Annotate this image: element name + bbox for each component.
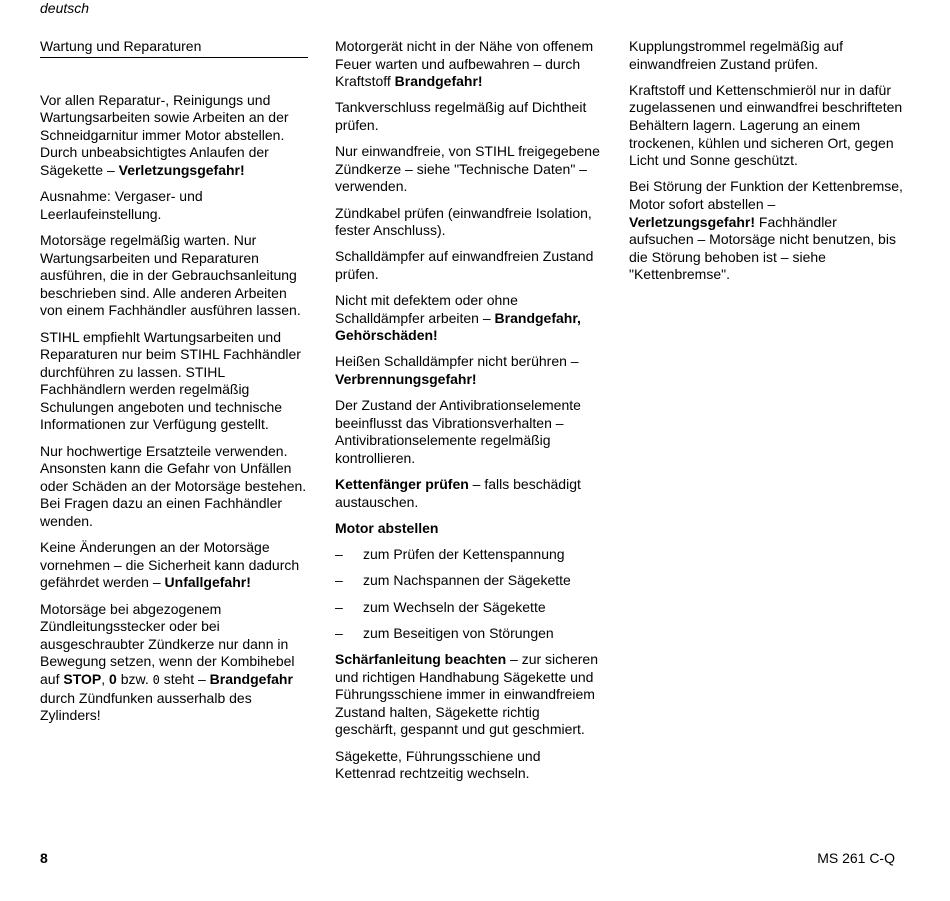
warning-text: Verletzungsgefahr! xyxy=(118,161,245,178)
text: Motorgerät nicht in der Nähe von offenem Feuer warten und aufbewahren – durch Kraftstoff xyxy=(335,38,594,90)
list-item xyxy=(335,625,603,643)
text: – zur sicheren und richtigen Handhabung Sägekette und Führungsschiene immer in einwandfreiem Zustand halten, Sägekette richtig geschärft, gespannt und gut geschmiert. xyxy=(335,650,598,738)
text: Nicht mit defektem oder ohne Schalldämpfer arbeiten – xyxy=(335,292,518,326)
paragraph-zuendleitungsstecker xyxy=(40,601,308,725)
paragraph-motor-abstellen xyxy=(40,92,308,180)
list-item xyxy=(335,572,603,590)
list-item-text: zum Nachspannen der Sägekette xyxy=(363,572,571,589)
text: Keine Änderungen an der Motorsäge vornehmen – die Sicherheit kann dadurch gefährdet werden – xyxy=(40,539,300,591)
list-item xyxy=(335,599,603,617)
dash-bullet: – xyxy=(335,546,343,563)
page-number: 8 xyxy=(40,850,48,866)
paragraph-kettenbremse xyxy=(629,178,904,284)
warning-text: Unfallgefahr! xyxy=(164,574,251,591)
paragraph-heisser-schalldaempfer xyxy=(335,353,603,388)
warning-text: Brandgefahr! xyxy=(394,73,483,90)
paragraph-kraftstoff: Kraftstoff und Kettenschmieröl nur in dafür zugelassenen und einwandfrei beschrifteten Behältern lagern. Lagerung an einem trockenen, kühlen und sicheren Ort, gegen Licht und Sonne geschützt. xyxy=(629,81,903,169)
paragraph-regelmaessig-warten: Motorsäge regelmäßig warten. Nur Wartungsarbeiten und Reparaturen ausführen, die in der Gebrauchsanleitung beschrieben sind. Alle anderen Arbeiten von einem Fachhändler ausführen lassen. xyxy=(40,231,301,319)
paragraph-tankverschluss: Tankverschluss regelmäßig auf Dichtheit prüfen. xyxy=(335,99,587,133)
column-middle xyxy=(335,38,603,791)
stop-symbol-icon: 0 xyxy=(152,672,160,687)
dash-bullet: – xyxy=(335,624,343,641)
text: , xyxy=(101,670,110,687)
list-item xyxy=(335,546,603,564)
paragraph-feuer xyxy=(335,38,603,91)
list-item-text: zum Wechseln der Sägekette xyxy=(363,598,546,615)
dash-bullet: – xyxy=(335,598,343,615)
text: steht – xyxy=(159,670,210,687)
column-right xyxy=(629,38,904,293)
warning-text: Verletzungsgefahr! xyxy=(629,213,756,230)
list-item-text: zum Prüfen der Kettenspannung xyxy=(363,546,565,563)
text: Motorsäge bei abgezogenem Zündleitungsstecker oder bei ausgeschraubter Zündkerze nur dann in Bewegung setzen, wenn der Kombihebel auf xyxy=(40,600,295,687)
warning-text: Brandgefahr xyxy=(209,670,293,687)
paragraph-ausnahme: Ausnahme: Vergaser- und Leerlaufeinstellung. xyxy=(40,188,203,222)
language-label: deutsch xyxy=(40,0,90,16)
text: Vor allen Reparatur-, Reinigungs und Wartungsarbeiten sowie Arbeiten an der Schneidgarnitur immer Motor abstellen. Durch unbeabsichtigtes Anlaufen der Sägekette – xyxy=(40,91,289,178)
emphasis-text: Kettenfänger prüfen xyxy=(335,476,469,493)
paragraph-zuendkabel: Zündkabel prüfen (einwandfreie Isolation, fester Anschluss). xyxy=(335,204,592,239)
paragraph-schaerfanleitung xyxy=(335,651,603,739)
text: – falls beschädigt austauschen. xyxy=(335,476,581,510)
paragraph-kupplungstrommel: Kupplungstrommel regelmäßig auf einwandfreien Zustand prüfen. xyxy=(629,38,843,72)
text: Fachhändler aufsuchen – Motorsäge nicht benutzen, bis die Störung behoben ist – siehe "Kettenbremse". xyxy=(629,213,896,283)
text: durch Zündfunken ausserhalb des Zylinders! xyxy=(40,689,252,724)
paragraph-keine-aenderungen xyxy=(40,539,308,592)
paragraph-defekter-schalldaempfer xyxy=(335,292,603,345)
column-left xyxy=(40,38,308,733)
text: Bei Störung der Funktion der Kettenbremse, Motor sofort abstellen – xyxy=(629,178,903,212)
dash-bullet: – xyxy=(335,572,343,589)
list-item-text: zum Beseitigen von Störungen xyxy=(363,624,554,641)
emphasis-text: Motor abstellen xyxy=(335,520,439,536)
paragraph-stihl-empfiehlt: STIHL empfiehlt Wartungsarbeiten und Reparaturen nur beim STIHL Fachhändler durchführen zu lassen. STIHL Fachhändlern werden regelmäßig Schulungen angeboten und technische Informationen zur Verfügung gestellt. xyxy=(40,328,301,433)
section-heading: Wartung und Reparaturen xyxy=(40,38,308,58)
warning-text: Brandgefahr, Gehörschäden! xyxy=(335,309,581,344)
paragraph-antivibration: Der Zustand der Antivibrationselemente beeinflusst das Vibrationsverhalten – Antivibrationselemente regelmäßig kontrollieren. xyxy=(335,397,581,467)
emphasis-text: Schärfanleitung beachten xyxy=(335,650,507,667)
paragraph-schalldaempfer: Schalldämpfer auf einwandfreien Zustand prüfen. xyxy=(335,248,594,282)
motor-abstellen-heading xyxy=(335,520,603,538)
paragraph-kettenfaenger xyxy=(335,476,603,511)
text: bzw. xyxy=(116,670,153,687)
stop-label: STOP xyxy=(63,670,102,687)
warning-text: Verbrennungsgefahr! xyxy=(335,371,477,388)
model-name: MS 261 C-Q xyxy=(817,850,895,866)
text: Heißen Schalldämpfer nicht berühren – xyxy=(335,353,579,370)
zero-label: 0 xyxy=(109,670,117,687)
paragraph-zuendkerze: Nur einwandfreie, von STIHL freigegebene Zündkerze – siehe "Technische Daten" – verwenden. xyxy=(335,143,600,195)
paragraph-ersatzteile: Nur hochwertige Ersatzteile verwenden. Ansonsten kann die Gefahr von Unfällen oder Schäden an der Motorsäge bestehen. Bei Fragen dazu an einen Fachhändler wenden. xyxy=(40,442,307,530)
paragraph-kettenrad: Sägekette, Führungsschiene und Kettenrad rechtzeitig wechseln. xyxy=(335,747,541,782)
